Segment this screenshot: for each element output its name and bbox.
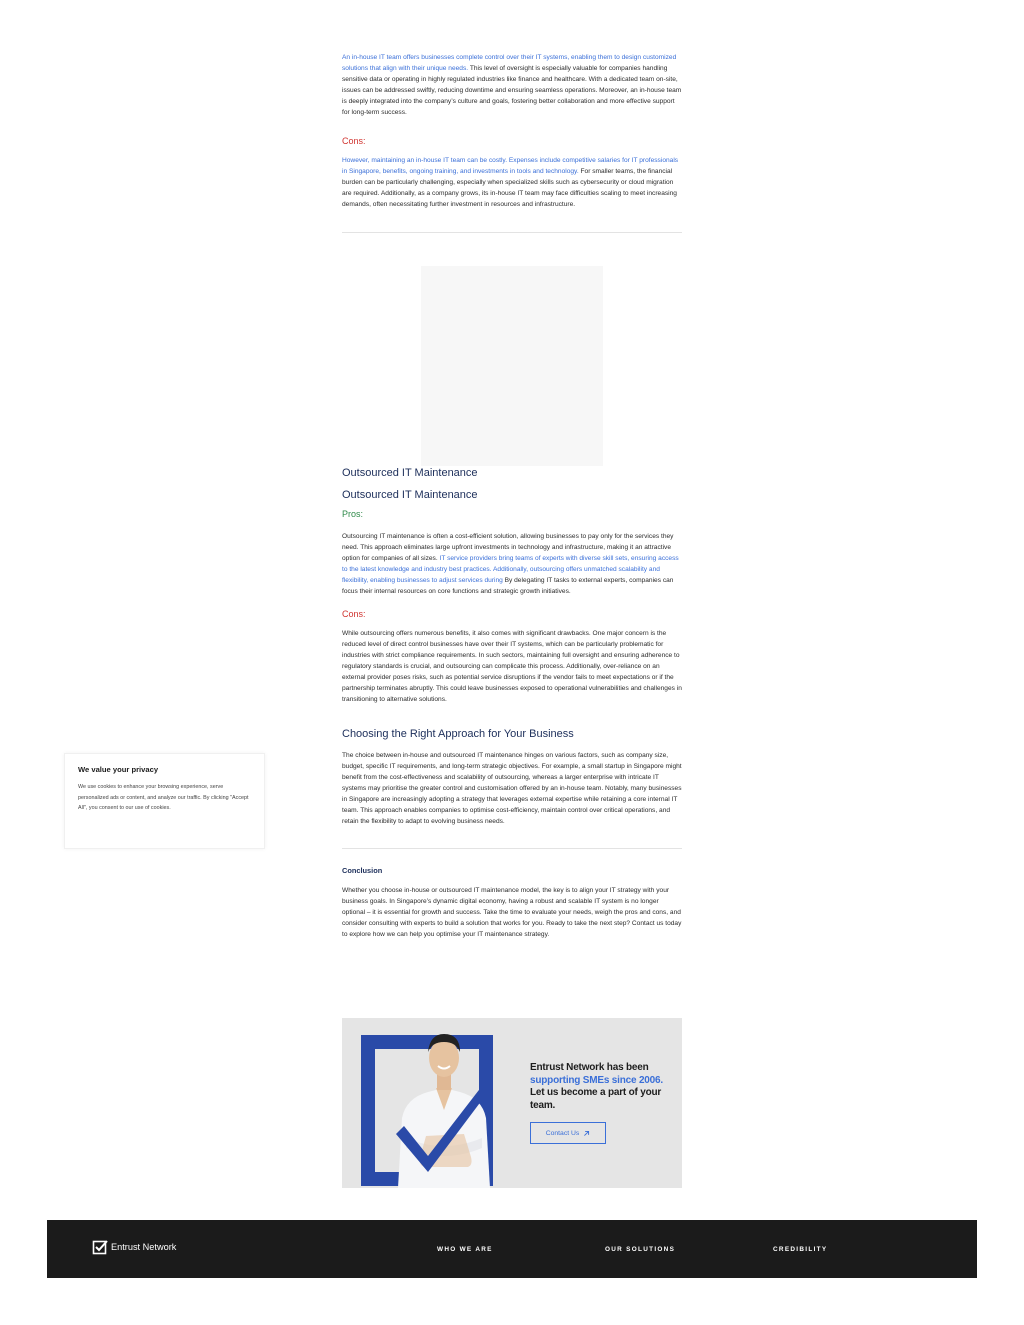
footer	[47, 1220, 977, 1278]
inhouse-pros-link[interactable]: An in-house IT team offers businesses complete control over their IT systems, enabling them to design customized solutions that align with their unique needs.	[342, 54, 677, 72]
outsourced-pros-heading: Pros:	[342, 509, 364, 519]
inhouse-cons-text: For smaller teams, the financial burden can be particularly challenging, especially when specialized skills such as cybersecurity or cloud migration are required. Additionally, as a company grows, its in-house IT team may face difficulties scaling to meet increasing demands, often necessitating further investment in resources and infrastructure.	[342, 168, 677, 208]
banner-text-end: Let us become a part of your team.	[530, 1087, 662, 1111]
person-illustration	[392, 1026, 496, 1188]
inhouse-cons-heading: Cons:	[342, 136, 366, 146]
outsourced-pros-link[interactable]: IT service providers bring teams of experts with diverse skill sets, ensuring access to the latest knowledge and industry best practices. Additionally, outsourcing offers unmatched scalability and flexibility, enabling businesses to adjust services during	[342, 555, 679, 584]
conclusion-paragraph: Whether you choose in-house or outsourced IT maintenance model, the key is to align your IT strategy with your business goals. In Singapore’s dynamic digital economy, having a robust and scalable IT system is no longer optional – it is essential for growth and success. Take the time to evaluate your needs, weigh the pros and cons, and consider consulting with experts to build a solution that works for you. Ready to take the next step? Contact us today to explore how we can help you optimise your IT maintenance strategy.	[342, 887, 682, 938]
inhouse-pros-paragraph	[342, 52, 682, 118]
contact-us-label: Contact Us	[545, 1129, 580, 1137]
footer-logo[interactable]	[92, 1239, 176, 1255]
arrow-up-right-icon	[583, 1130, 590, 1137]
article-image-placeholder	[421, 266, 603, 466]
divider	[342, 848, 682, 849]
article-body	[342, 52, 682, 940]
cookie-body: We use cookies to enhance your browsing experience, serve personalized ads or content, and analyze our traffic. By clicking "Accept All", you consent to our use of cookies.	[78, 784, 249, 812]
approach-paragraph: The choice between in-house and outsourced IT maintenance hinges on various factors, such as company size, budget, specific IT requirements, and long-term strategic objectives. For example, a small startup in Singapore might benefit from the cost-effectiveness and scalability of outsourcing, whereas a larger enterprise with intricate IT systems may prioritise the greater control and customisation offered by an in-house team. Notably, many businesses in Singapore are increasingly adopting a strategy that leverages external expertise while retaining a core internal IT team. This approach enables companies to optimise cost-efficiency, maintain control over critical operations, and retain the flexibility to adapt to evolving business needs.	[342, 752, 682, 825]
inhouse-pros-text: This level of oversight is especially valuable for companies handling sensitive data or operating in highly regulated industries like finance and healthcare. With a dedicated team on-site, issues can be addressed swiftly, reducing downtime and ensuring seamless operations. Moreover, an in-house team is deeply integrated into the company’s culture and goals, fostering better collaboration and more effective support for long-term success.	[342, 65, 682, 116]
footer-nav-our-solutions[interactable]: OUR SOLUTIONS	[605, 1246, 676, 1253]
contact-us-button[interactable]	[530, 1122, 606, 1144]
cookie-consent-dialog	[64, 753, 265, 849]
checkmark-logo-icon	[92, 1239, 108, 1255]
banner-text-highlight: supporting SMEs since 2006.	[530, 1074, 663, 1086]
cookie-title: We value your privacy	[78, 765, 159, 774]
banner-text-start: Entrust Network has been	[530, 1062, 649, 1073]
outsourced-pros-paragraph	[342, 531, 682, 597]
outsourced-pros-text-end: By delegating IT tasks to external experts, companies can focus their internal resources on core functions and strategic growth initiatives.	[342, 577, 674, 595]
approach-heading: Choosing the Right Approach for Your Business	[342, 728, 574, 740]
inhouse-cons-link[interactable]: However, maintaining an in-house IT team can be costly. Expenses include competitive salaries for IT professionals in Singapore, benefits, ongoing training, and investments in tools and technology.	[342, 157, 679, 175]
outsourced-cons-heading: Cons:	[342, 609, 366, 619]
footer-nav-who-we-are[interactable]: WHO WE ARE	[437, 1246, 493, 1253]
outsourced-heading-repeat: Outsourced IT Maintenance	[342, 489, 478, 501]
footer-nav-credibility[interactable]: CREDIBILITY	[773, 1246, 828, 1253]
outsourced-pros-text: Outsourcing IT maintenance is often a cost-efficient solution, allowing businesses to pay only for the services they need. This approach eliminates large upfront investments in technology and infrastructure, making it an attractive option for companies of all sizes.	[342, 533, 674, 562]
footer-logo-text: Entrust Network	[111, 1242, 177, 1252]
conclusion-heading: Conclusion	[342, 866, 383, 875]
outsourced-heading: Outsourced IT Maintenance	[342, 467, 478, 479]
cta-banner	[342, 1018, 682, 1188]
outsourced-cons-paragraph: While outsourcing offers numerous benefits, it also comes with significant drawbacks. One major concern is the reduced level of direct control businesses have over their IT systems, which can be particularly problematic for industries with strict compliance requirements. In such sectors, maintaining full oversight and ensuring adherence to regulatory standards is crucial, and outsourcing can complicate this process. Additionally, over-reliance on an external provider poses risks, such as potential service disruptions if the vendor fails to meet expectations or if the partnership terminates abruptly. This could leave businesses exposed to operational vulnerabilities and challenges in transitioning to alternative solutions.	[342, 630, 682, 703]
inhouse-cons-paragraph	[342, 155, 682, 210]
banner-headline	[530, 1062, 670, 1112]
